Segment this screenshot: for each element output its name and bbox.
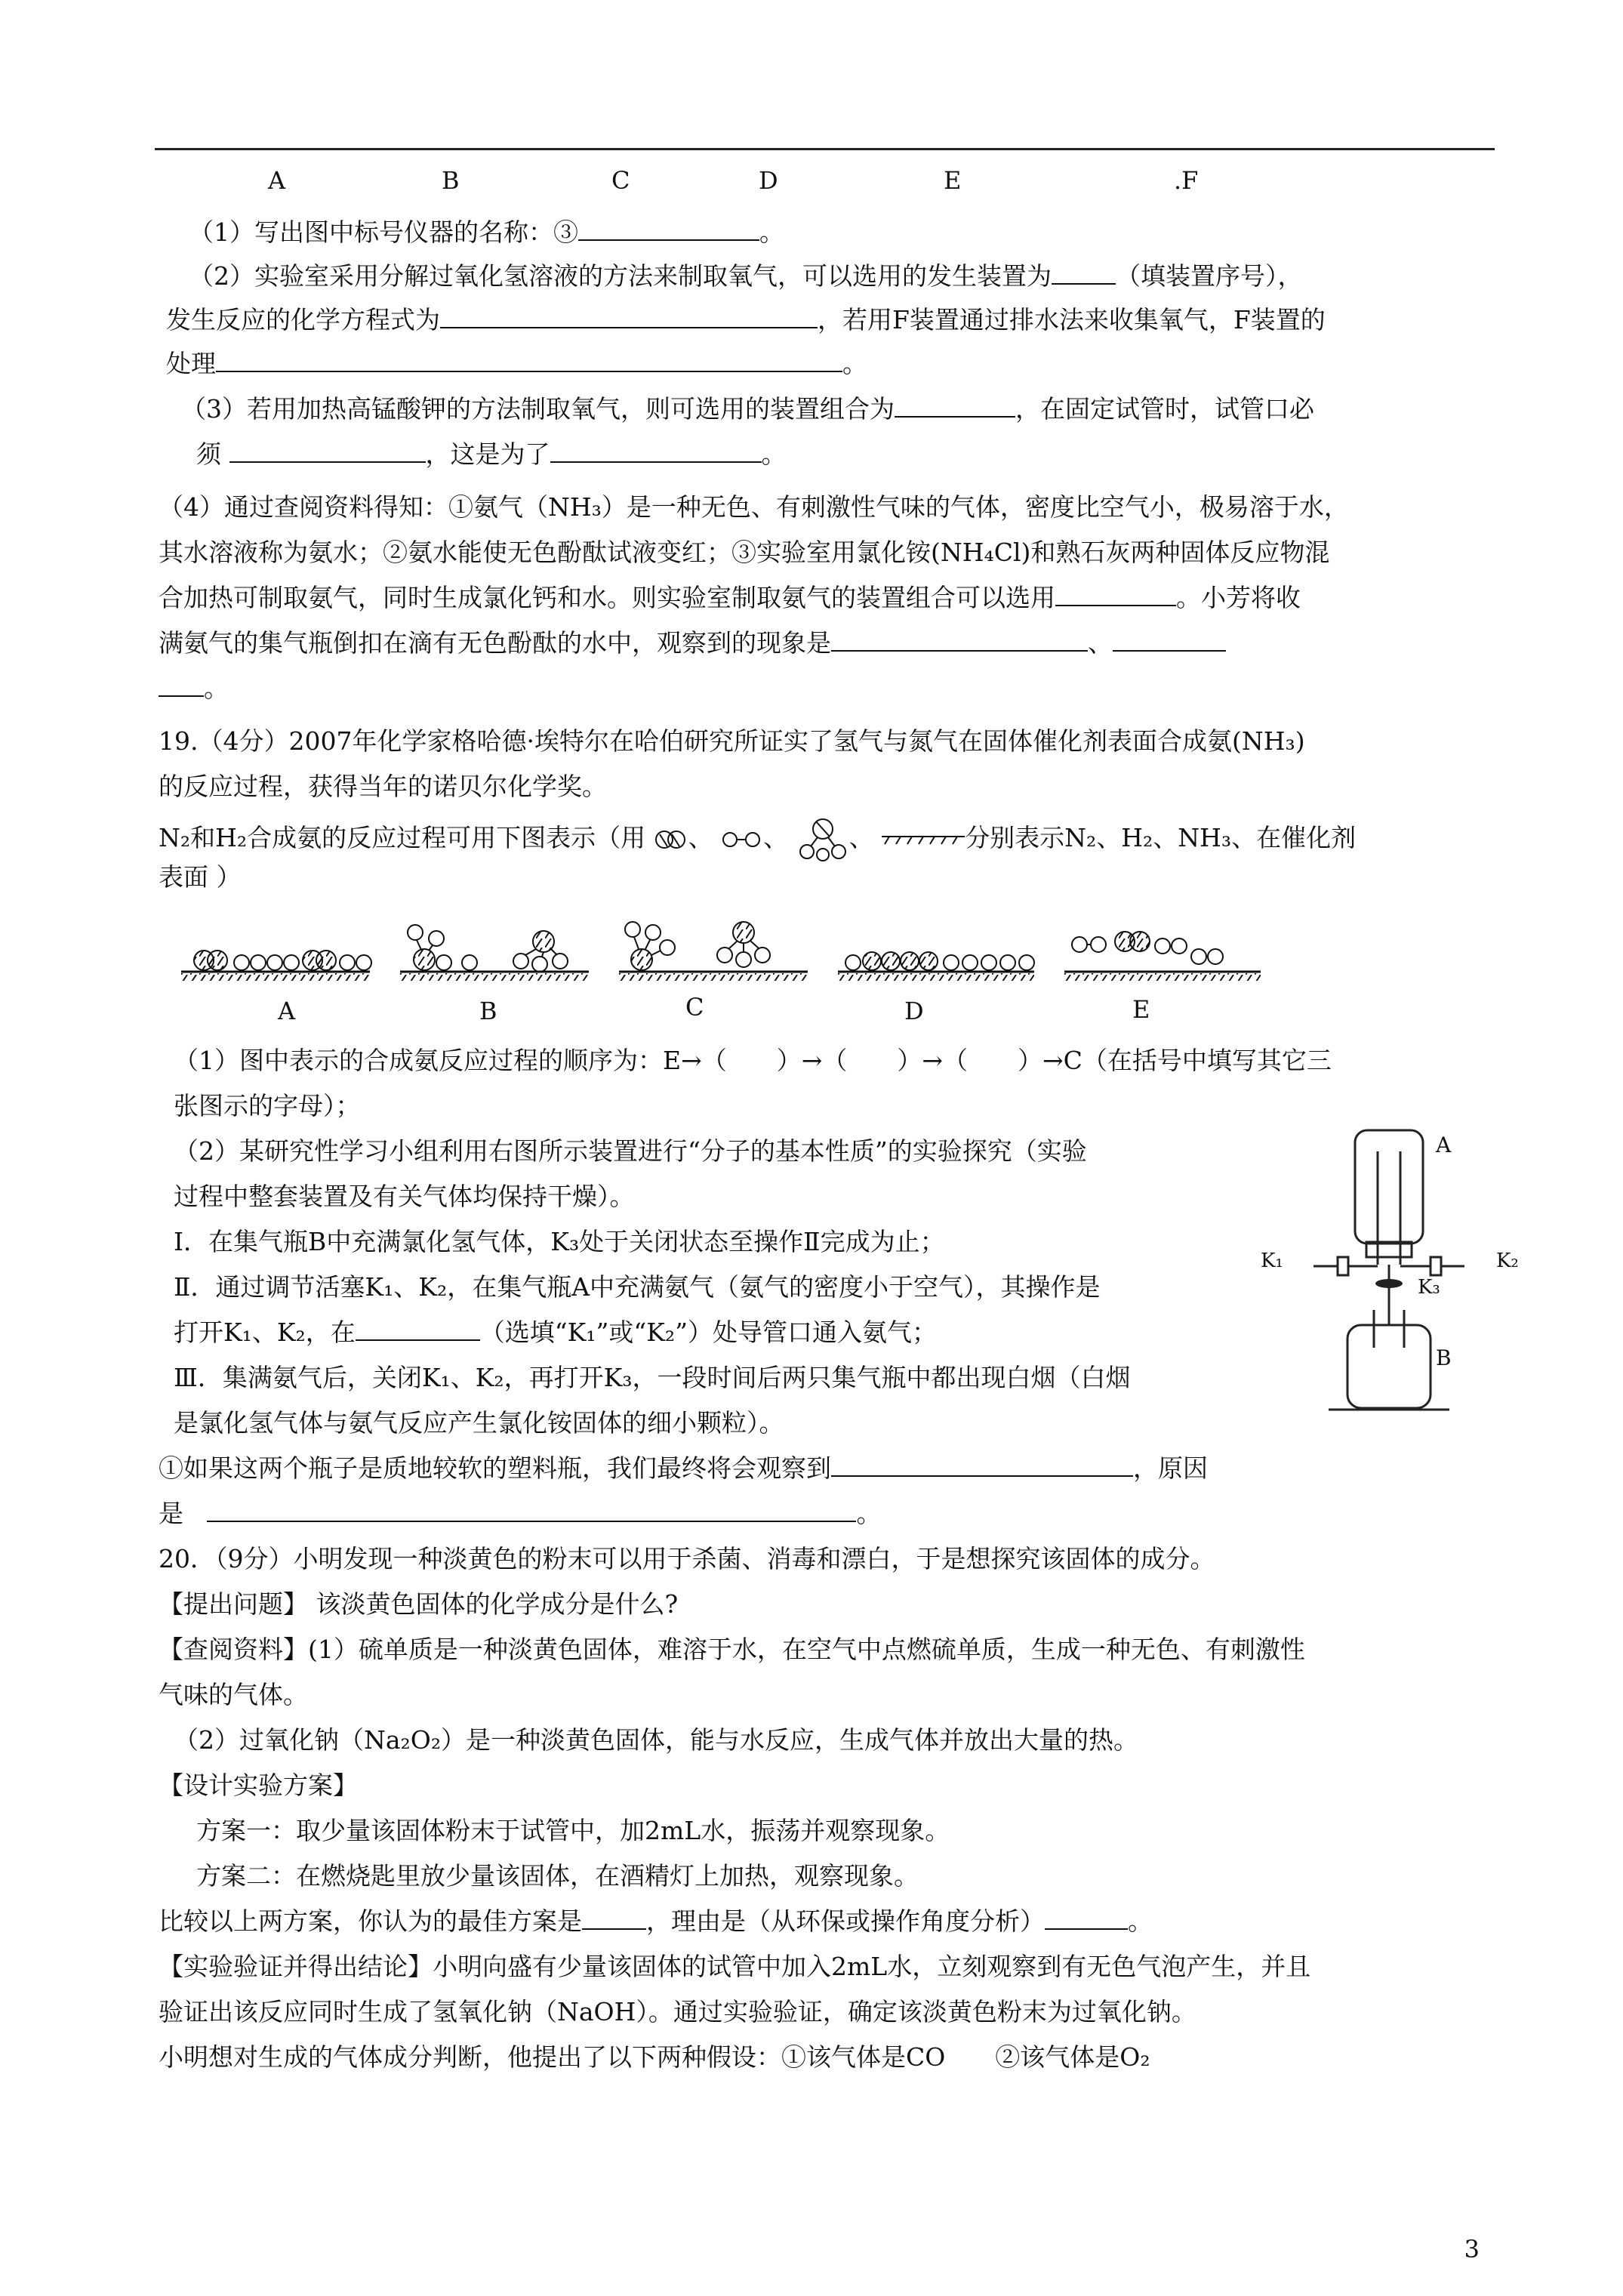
q19-line2: 的反应过程，获得当年的诺贝尔化学奖。 — [159, 772, 607, 801]
q20-plan2: 方案二：在燃烧匙里放少量该固体，在酒精灯上加热，观察现象。 — [196, 1861, 919, 1891]
step-label-c: C — [685, 993, 704, 1022]
h2-molecule-icon — [721, 828, 763, 851]
q18-p4-text: 合加热可制取氨气，同时生成氯化钙和水。则实验室制取氨气的装置组合可以选用 — [159, 583, 1055, 612]
catalyst-surface-icon — [882, 832, 965, 847]
q18-part2-line2 — [166, 305, 1326, 335]
q20-compare — [159, 1906, 1153, 1937]
q19-s2-text: ，原因 — [1133, 1453, 1208, 1483]
q18-p2-text: 处理 — [166, 349, 216, 378]
q18-p4-text: 满氨气的集气瓶倒扣在滴有无色酚酞的水中，观察到的现象是 — [159, 628, 831, 658]
q19-s2-text: 打开K₁、K₂，在 — [174, 1318, 356, 1347]
q19-observe-line2 — [159, 1499, 881, 1529]
q19-l3-text: N₂和H₂合成氨的反应过程可用下图表示（用 — [159, 823, 646, 852]
apparatus-label-a: A — [268, 166, 286, 195]
n2-molecule-icon — [654, 828, 688, 851]
answer-blank[interactable] — [1045, 1907, 1128, 1930]
q18-p1-end: 。 — [759, 217, 784, 247]
q20-plan1: 方案一：取少量该固体粉末于试管中，加2mL水，振荡并观察现象。 — [196, 1816, 950, 1845]
q18-part2-line1 — [189, 261, 1303, 291]
apparatus-label-f: .F — [1174, 166, 1199, 195]
answer-blank[interactable] — [1113, 629, 1226, 652]
q20-info-line2: 气味的气体。 — [159, 1680, 308, 1709]
apparatus-label-c: C — [611, 166, 630, 195]
q18-part3-line1 — [181, 394, 1314, 424]
q19-line1: 19.（4分）2007年化学家格哈德·埃特尔在哈伯研究所证实了氢气与氮气在固体催化剂表面合成氨(NH₃) — [159, 726, 1305, 756]
q18-p2-text: 发生反应的化学方程式为 — [166, 305, 440, 334]
answer-blank[interactable] — [550, 440, 762, 463]
q19-s2-text: （选填“K₁”或“K₂”）处导管口通入氨气； — [479, 1318, 938, 1347]
answer-blank[interactable] — [229, 440, 426, 463]
answer-blank[interactable] — [831, 1454, 1133, 1477]
q18-p4-text: 、 — [1088, 628, 1113, 658]
q19-sub1-line2: 张图示的字母）； — [174, 1091, 361, 1120]
answer-blank[interactable] — [356, 1318, 480, 1341]
q20-question: 【提出问题】 该淡黄色固体的化学成分是什么? — [159, 1589, 679, 1619]
answer-blank[interactable] — [1052, 262, 1116, 285]
apparatus-label-b: B — [442, 166, 460, 195]
step-label-d: D — [904, 997, 924, 1025]
q18-p3-text: 须 — [196, 439, 221, 469]
step-a-diagram — [181, 951, 371, 981]
q19-step-i: Ⅰ．在集气瓶B中充满氯化氢气体，K₃处于关闭状态至操作Ⅱ完成为止； — [174, 1227, 945, 1256]
q18-p2-text: ，若用F装置通过排水法来收集氧气，F装置的 — [818, 305, 1326, 334]
apparatus-label-e: E — [944, 166, 962, 195]
q18-p2-text: （填装置序号）， — [1116, 261, 1303, 291]
q18-part3-line2 — [196, 439, 787, 470]
step-e-diagram — [1064, 932, 1261, 981]
q19-sub2-line2: 过程中整套装置及有关气体均保持干燥）。 — [174, 1182, 635, 1211]
q20-hypothesis: 小明想对生成的气体成分判断，他提出了以下两种假设：①该气体是CO ②该气体是O₂ — [159, 2042, 1150, 2072]
q19-l3-text: 、 — [848, 823, 874, 852]
q19-s2-text: 。 — [856, 1499, 882, 1528]
q19-s2-text: ①如果这两个瓶子是质地较软的塑料瓶，我们最终将会观察到 — [159, 1453, 831, 1483]
reaction-steps-diagram — [181, 902, 1268, 993]
step-label-b: B — [479, 997, 497, 1025]
q19-sub2-line1: （2）某研究性学习小组利用右图所示装置进行“分子的基本性质”的实验探究（实验 — [174, 1136, 1087, 1166]
q18-part4-line2: 其水溶液称为氨水；②氨水能使无色酚酞试液变红；③实验室用氯化铵(NH₄Cl)和熟石灰两种固体反应物混 — [159, 538, 1330, 567]
q20-verify-line1: 【实验验证并得出结论】小明向盛有少量该固体的试管中加入2mL水，立刻观察到有无色气泡产生，并且 — [159, 1952, 1311, 1981]
q18-part4-line1: （4）通过查阅资料得知：①氨气（NH₃）是一种无色、有刺激性气味的气体，密度比空气小，极易溶于水， — [159, 492, 1349, 522]
apparatus-label-d: D — [759, 166, 778, 195]
bottle-b-label: B — [1436, 1345, 1452, 1370]
q19-l3-text: 、 — [763, 823, 789, 852]
q18-part1 — [189, 217, 784, 248]
top-rule — [155, 148, 1495, 150]
q19-observe-line1 — [159, 1453, 1208, 1484]
page-number: 3 — [1464, 2235, 1480, 2264]
q18-p3-text: （3）若用加热高锰酸钾的方法制取氧气，则可选用的装置组合为 — [181, 394, 895, 424]
q18-part2-line3 — [166, 349, 867, 379]
answer-blank[interactable] — [207, 1499, 856, 1522]
q18-p3-text: ，这是为了 — [425, 439, 550, 469]
q19-line4: 表面 ） — [159, 862, 242, 892]
q18-p2-text: 。 — [842, 349, 867, 378]
step-c-diagram — [619, 922, 808, 981]
q19-s2-text: 是 — [159, 1499, 183, 1528]
nh3-molecule-icon — [796, 817, 849, 862]
q20-line1: 20．（9分）小明发现一种淡黄色的粉末可以用于杀菌、消毒和漂白，于是想探究该固体的成分。 — [159, 1544, 1215, 1573]
answer-blank[interactable] — [578, 218, 759, 241]
q20-l9-text: 比较以上两方案，你认为的最佳方案是 — [159, 1906, 582, 1936]
q19-step-iii-cont: 是氯化氢气体与氨气反应产生氯化铵固体的细小颗粒）。 — [174, 1408, 784, 1438]
q19-step-iii: Ⅲ．集满氨气后，关闭K₁、K₂，再打开K₃，一段时间后两只集气瓶中都出现白烟（白烟 — [174, 1363, 1131, 1392]
q18-p1-text: （1）写出图中标号仪器的名称：③ — [189, 217, 578, 247]
q19-step-ii-cont — [174, 1318, 937, 1348]
valve-k3-label: K₃ — [1418, 1276, 1440, 1299]
q18-p3-text: ，在固定试管时，试管口必 — [1015, 394, 1314, 424]
step-label-a: A — [278, 997, 296, 1025]
q19-l3-text: 分别表示N₂、H₂、NH₃、在催化剂 — [965, 823, 1357, 852]
answer-blank[interactable] — [895, 395, 1015, 418]
q18-part4-line3 — [159, 583, 1301, 613]
q20-verify-line2: 验证出该反应同时生成了氢氧化钠（NaOH）。通过实验验证，确定该淡黄色粉末为过氧化钠。 — [159, 1997, 1196, 2026]
step-label-e: E — [1132, 995, 1150, 1024]
q20-l9-text: ，理由是（从环保或操作角度分析） — [646, 1906, 1045, 1936]
q20-l9-text: 。 — [1128, 1906, 1153, 1936]
bottle-a-label: A — [1436, 1133, 1452, 1157]
q20-info-line3: （2）过氧化钠（Na₂O₂）是一种淡黄色固体，能与水反应，生成气体并放出大量的热。 — [174, 1725, 1139, 1755]
q18-p2-text: （2）实验室采用分解过氧化氢溶液的方法来制取氧气，可以选用的发生装置为 — [189, 261, 1052, 291]
q19-l3-text: 、 — [688, 823, 713, 852]
q18-part4-line4 — [159, 628, 1226, 658]
gas-bottles-apparatus — [1253, 1121, 1555, 1423]
answer-blank[interactable] — [440, 306, 818, 328]
answer-blank[interactable] — [159, 674, 204, 697]
answer-blank[interactable] — [216, 350, 842, 372]
q19-sub1-line1: （1）图中表示的合成氨反应过程的顺序为：E→（ ）→（ ）→（ ）→C（在括号中填写其它三 — [174, 1046, 1332, 1075]
valve-k1-label: K₁ — [1261, 1250, 1283, 1272]
answer-blank[interactable] — [1055, 584, 1176, 606]
step-b-diagram — [400, 925, 589, 981]
step-d-diagram — [838, 952, 1034, 981]
q18-p3-text: 。 — [761, 439, 787, 469]
q19-step-ii: Ⅱ．通过调节活塞K₁、K₂，在集气瓶A中充满氨气（氨气的密度小于空气），其操作是 — [174, 1272, 1101, 1302]
q19-line3 — [159, 817, 1356, 862]
answer-blank[interactable] — [582, 1907, 646, 1930]
answer-blank[interactable] — [831, 629, 1088, 652]
q18-part4-line5 — [159, 673, 229, 704]
q20-info-line1: 【查阅资料】(1）硫单质是一种淡黄色固体，难溶于水，在空气中点燃硫单质，生成一种无色、有刺激性 — [159, 1635, 1305, 1664]
q18-p4-text: 。小芳将收 — [1176, 583, 1301, 612]
q20-design-heading: 【设计实验方案】 — [159, 1771, 358, 1800]
q18-p4-text: 。 — [204, 673, 229, 703]
valve-k2-label: K₂ — [1496, 1250, 1519, 1272]
